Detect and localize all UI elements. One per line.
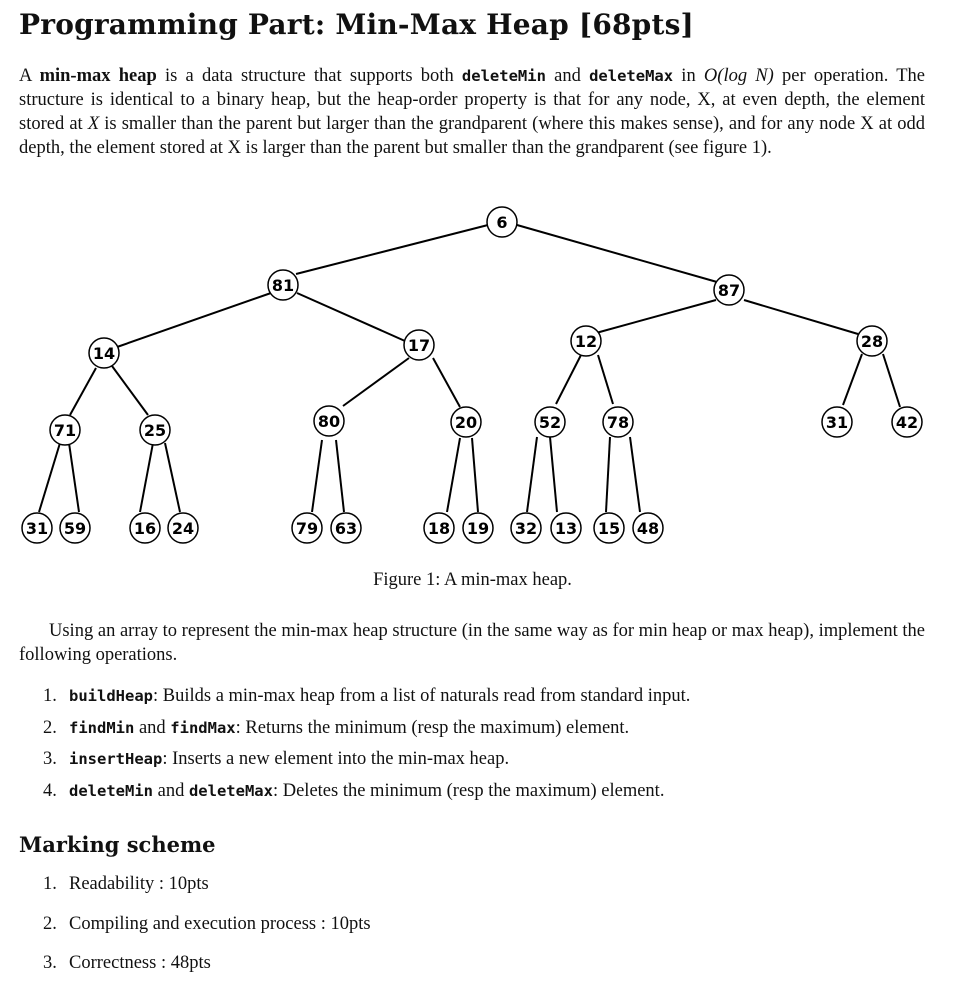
heap-node [268,270,298,300]
svg-text:13: 13 [554,519,578,538]
svg-text:80: 80 [317,412,341,431]
svg-text:52: 52 [538,413,562,432]
code-buildheap: buildHeap [69,687,153,705]
heap-node [404,330,434,360]
heap-node [451,407,481,437]
list-item: 1. buildHeap: Builds a min-max heap from a list of naturals read from standard input. [43,686,691,706]
operations-list [43,686,690,812]
list-item: 3. insertHeap: Inserts a new element into the min-max heap. [43,749,510,769]
heap-node [571,326,601,356]
intro-text-1: A [19,66,40,86]
heap-node [633,513,663,543]
var-x: X [87,114,100,134]
intro-text-6: is smaller than the parent but larger than the grandparent (where this makes sense), and for any node X at odd depth, the element stored at X is larger than the parent but smaller than the grandparent (see figure 1). [19,114,925,158]
heap-node [424,513,454,543]
svg-text:71: 71 [53,421,77,440]
heap-node [714,275,744,305]
heap-node [60,513,90,543]
intro-text-5: per operation. The structure is identical to a binary heap, but the heap-order property is that for any node, X, at even depth, the element stored at [19,66,926,134]
svg-text:31: 31 [825,413,849,432]
svg-text:6: 6 [496,213,508,232]
usage-paragraph: Using an array to represent the min-max heap structure (in the same way as for min heap or max heap), implement the following operations. [19,621,925,665]
svg-text:15: 15 [597,519,621,538]
svg-text:78: 78 [606,413,630,432]
svg-text:28: 28 [860,332,884,351]
heap-node [463,513,493,543]
marking-scheme-heading: Marking scheme [19,832,216,857]
heap-node [130,513,160,543]
heap-node [314,406,344,436]
svg-text:19: 19 [466,519,490,538]
code-findmin: findMin [69,718,135,737]
intro-text-3: and [545,66,590,86]
code-deletemin: deleteMin [461,67,546,85]
term-min-max-heap: min-max heap [39,66,157,86]
heap-node [168,513,198,543]
tree-edges [39,225,900,512]
heap-node [551,513,581,543]
code-insertheap: insertHeap [69,750,163,768]
heap-node [594,513,624,543]
svg-text:31: 31 [25,519,49,538]
heap-node [511,513,541,543]
heap-node [535,407,565,437]
svg-text:14: 14 [92,344,116,363]
heap-node [603,407,633,437]
intro-text-2: is a data structure that supports both [156,66,462,86]
code-deletemax: deleteMax [188,781,273,800]
svg-text:79: 79 [295,519,319,538]
code-findmax: findMax [170,718,236,737]
svg-text:63: 63 [334,519,358,538]
list-item: 3. Correctness : 48pts [43,953,211,973]
svg-text:12: 12 [574,332,598,351]
code-deletemin: deleteMin [69,781,153,800]
svg-text:24: 24 [171,519,195,538]
svg-text:17: 17 [407,336,431,355]
heap-node [487,207,517,237]
svg-text:20: 20 [454,413,478,432]
svg-text:18: 18 [427,519,451,538]
svg-text:42: 42 [895,413,919,432]
heap-node [89,338,119,368]
list-item: 4. deleteMin and deleteMax: Deletes the minimum (resp the maximum) element. [43,780,665,801]
heap-node [857,326,887,356]
svg-text:25: 25 [143,421,167,440]
svg-text:48: 48 [636,519,660,538]
min-max-heap-figure [0,195,967,555]
heap-node [822,407,852,437]
heap-node [22,513,52,543]
complexity: O(log N) [703,66,774,86]
heap-node [50,415,80,445]
heap-node [892,407,922,437]
svg-text:32: 32 [514,519,538,538]
intro-text-4: in [673,66,704,86]
marking-list [43,874,371,993]
heap-node [292,513,322,543]
svg-text:59: 59 [63,519,87,538]
svg-text:87: 87 [717,281,741,300]
list-item: 2. findMin and findMax: Returns the minimum (resp the maximum) element. [43,717,630,738]
heap-node [331,513,361,543]
figure-caption: Figure 1: A min-max heap. [373,570,572,590]
page-title: Programming Part: Min-Max Heap [68pts] [19,8,695,41]
svg-text:16: 16 [133,519,157,538]
list-item: 2. Compiling and execution process : 10pts [43,913,371,934]
intro-paragraph [19,64,925,160]
svg-text:81: 81 [271,276,295,295]
heap-node [140,415,170,445]
code-deletemax: deleteMax [589,67,674,85]
list-item: 1. Readability : 10pts [43,874,209,894]
